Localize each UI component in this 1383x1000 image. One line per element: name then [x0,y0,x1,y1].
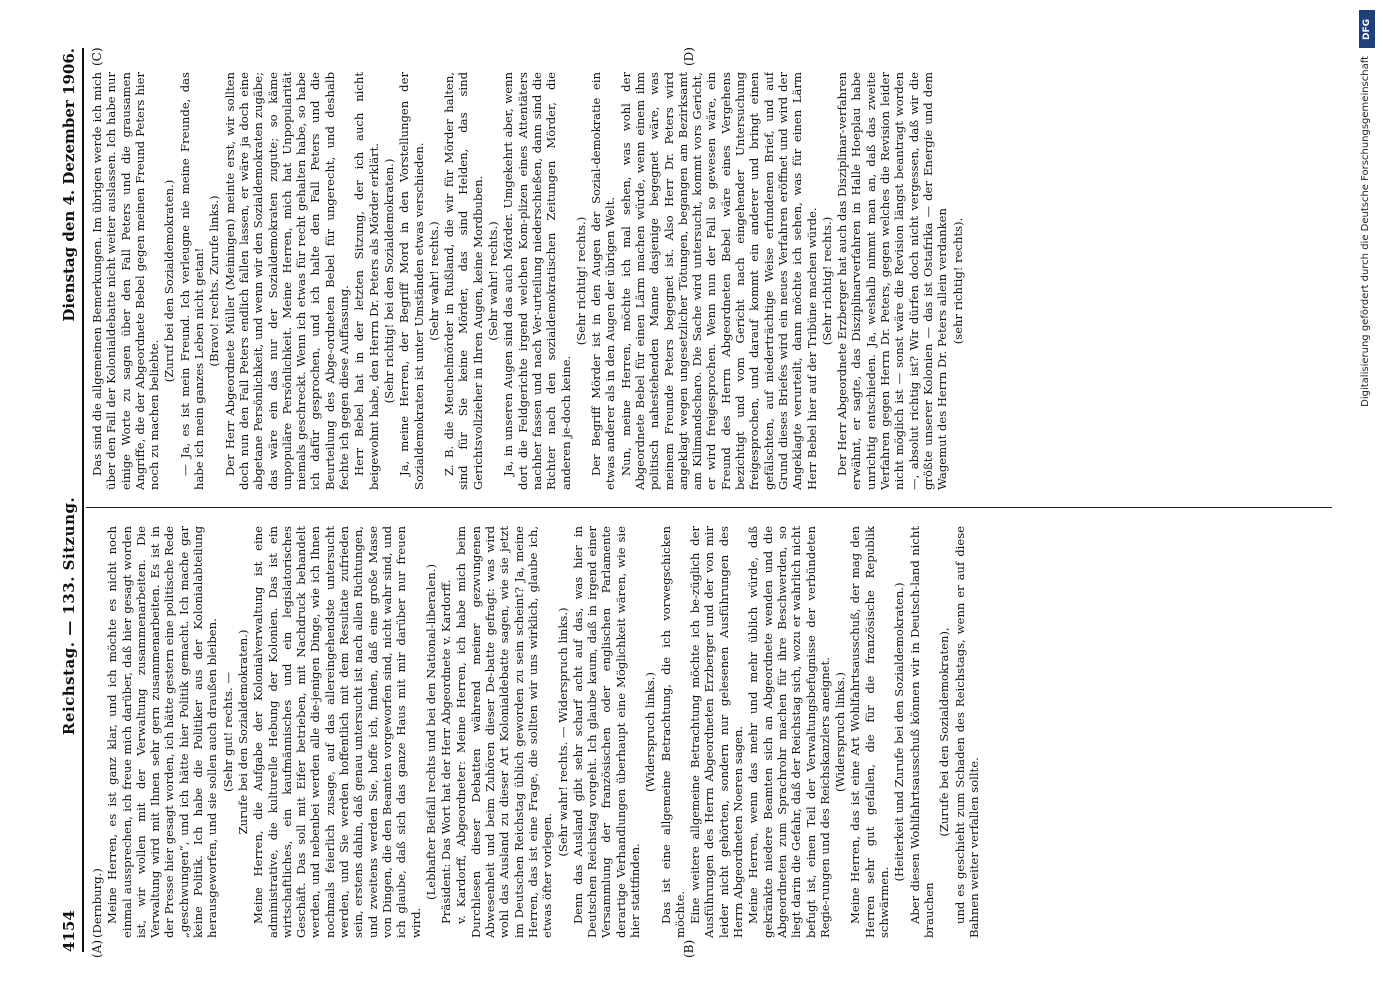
dfg-logo-icon: DFG [1359,10,1375,48]
paragraph: Nun, meine Herren, möchte ich mal sehen, was wohl der Abgeordnete Bebel für einen Lärm machen würde, wenn einem ihm politisch nahestehenden Manne dasjenige begegnet wäre, was meinem Freunde Peters begegnet ist. Also Herr Dr. Peters wird angeklagt wegen ungesetzlicher Tötungen, begangen am Bezirksamt am Kilimandscharo. Die Sache wird untersucht, kommt vors Gericht, er wird freigesprochen. Wenn nun der Fall so gewesen wäre, ein Freund des Herrn Abgeordneten Bebel wäre eines Vergehens bezichtigt und vom Gericht nach eingehender Untersuchung freigesprochen, und darauf kommt ein anderer und bringt einen gefälschten, auf niederträchtige Weise erfundenen Brief, und auf Grund dieses Briefes wird ein neues Verfahren eröffnet und wird der Angeklagte verurteilt, dann möchte ich sehen, was für einen Lärm Herr Bebel hier auf der Tribüne machen würde. [618,72,819,490]
interjection: (Zuruf bei den Sozialdemokraten.) [161,179,176,383]
page-header [50,48,84,952]
newspaper-page [42,40,1342,960]
paragraph: und es geschieht zum Schaden des Reichstags, wenn er auf diese Bahnen weiter verfallen sollte. [952,526,981,938]
paragraph: Denn das Ausland gibt sehr scharf acht auf das, was hier in Deutschen Reichstag vorgeht. Ich glaube kaum, daß in irgend einer Versammlung der französischen oder englischen Parlamente derartige Verhandlungen überhaupt eine Möglichkeit wären, wie sie hier stattfinden. [570,526,642,938]
interjection: (Sehr wahr! rechts.) [426,221,441,341]
funding-note: Digitalisierung gefördert durch die Deutsche Forschungsgemeinschaft [1360,56,1371,407]
interjection: (Widerspruch links.) [832,672,847,792]
column-divider [86,507,1332,508]
interjection: (Widerspruch links.) [642,672,657,792]
interjection: (Sehr gut! rechts. — [220,672,235,792]
session-title: Reichstag. — 133. Sitzung. [59,496,78,736]
paragraph: Meine Herren, wenn das mehr und mehr üblich würde, daß gekränkte niedere Beamten sich an Abgeordnete wenden und die Abgeordneten zum Sprachrohr machen für ihre Beschwerden, so liegt darin die Gefahr, daß der Reichstag sich, wozu er wahrlich nicht befugt ist, einen Teil der Verwaltungsbefugnisse der verbündeten Regie-rungen und des Reichskanzlers aneignet. [745,526,832,938]
left-text-column [90,526,1332,938]
session-date: Dienstag den 4. Dezember 1906. [59,48,78,322]
margin-marker-d: (D) [681,47,696,66]
interjection: (Sehr wahr! rechts. — Widerspruch links.) [555,607,569,857]
paragraph: Das sind die allgemeinen Bemerkungen. Im übrigen werde ich mich über den Fall der Kolonialdebatte nicht weiter auslassen. Ich habe nur einige Worte zu sagen über den Fall Peters und die grausamen Angriffe, die der Abgeordnete Bebel gegen meinen Freund Peters hier noch zu machen beliebte. [89,72,161,490]
interjection: Zurufe bei den Sozialdemokraten.) [235,629,250,835]
interjection: (Sehr richtig! rechts.) [819,216,834,346]
margin-marker-b: (B) [681,939,696,958]
margin-marker-c: (C) [89,47,104,66]
interjection: (sehr richtig! rechts). [950,217,965,345]
interjection: (Sehr wahr! rechts.) [485,221,500,341]
interjection: (Bravo! rechts. Zurufe links.) [206,195,221,367]
paragraph: Der Begriff Mörder ist in den Augen der Sozial-demokratie ein etwas anderer als in den Augen der übrigen Welt. [588,72,617,490]
interjection: (Lebhafter Beifall rechts und bei den National-liberalen.) [423,564,438,900]
paragraph: Herr Bebel hat in der letzten Sitzung, der ich auch nicht beigewohnt habe, den Herrn Dr. Peters als Mörder erklärt. [351,72,381,490]
paragraph: Meine Herren, die Aufgabe der Kolonialverwaltung ist eine administrative, die kulturelle Hebung der Kolonien. Das ist ein wirtschaftliches, ein kaufmännisches und ein legislatorisches Geschäft. Das soll mit Eifer betrieben, mit Nachdruck behandelt werden, und nebenbei werden alle die-jenigen Dinge, wie ich Ihnen nochmals feierlich zusage, auf das allereingehendste untersucht werden, und Sie werden hoffentlich mit dem Resultate zufrieden sein, erstens dahin, daß genau untersucht ist nach allen Richtungen, und zweitens werden Sie, hoffe ich, finden, daß eine große Masse von Dingen, die den Beamten vorgeworfen sind, nicht wahr sind, und ich glaube, daß sich das ganze Haus mit mir darüber nur freuen wird. [250,526,423,938]
paragraph: Aber diesen Wohlfahrtsausschuß können wir in Deutsch-land nicht brauchen [907,526,936,938]
speaker-paragraph: v. Kardorff, Abgeordneter: Meine Herren, ich habe mich beim Durchlesen dieser Debatten während meiner gezwungenen Abwesenheit und beim Zuhören dieser De-batte gefragt: was wird wohl das Ausland zu dieser Art Kolonialdebatte sagen, wie sie jetzt im Deutschen Reichstag üblich geworden zu sein scheint? Ja, meine Herren, das ist eine Frage, die sollten wir uns wirklich, glaube ich, etwas öfter vorlegen. [453,526,554,938]
margin-marker-a: (A) [89,939,104,958]
paragraph: Meine Herren, das ist eine Art Wohlfahrtsausschuß, der mag den Herren sehr gut gefallen, die für die französische Republik schwärmen. [847,526,891,938]
interjection: (Heiterkeit und Zurufe bei den Sozialdemokraten.) [891,582,906,882]
paragraph: Z. B. die Meuchelmörder in Rußland, die wir für Mörder halten, sind für Sie keine Mörder, das sind Helden, das sind Gerichtsvollzieher in Ihren Augen, keine Mordbuben. [441,72,485,490]
paragraph: Der Herr Abgeordnete Müller (Meiningen) meinte erst, wir sollten doch nun den Fall Peters endlich fallen lassen, er wäre ja doch eine abgetane Persönlichkeit, und wenn wir den Sozialdemokraten zugäbe; das wäre ein das nur der Sozialdemokraten zugute; so käme unpopuläre Persönlichkeit. Meine Herren, mich hat Unpopularität niemals geschreckt. Wenn ich etwas für recht gehalten habe, so habe ich dafür gesprochen, und ich halte den Fall Peters und die Beurteilung des Abge-ordneten Bebel für ungerecht, und deshalb fechte ich gegen diese Auffassung. [222,72,351,490]
paragraph: Der Herr Abgeordnete Erzberger hat auch das Disziplinar-verfahren erwähnt, er sagte, das Disziplinarverfahren in Halle Hoeplau habe unrichtig entschieden. Ja, weshalb nimmt man an, daß das zweite Verfahren gegen Herrn Dr. Peters, gegen welches die Revision leider nicht möglich ist — sonst wäre die Revision längst beantragt worden —, absolut richtig ist? Wir dürfen doch nicht vergessen, daß wir die größte unserer Kolonien — das ist Ostafrika — der Energie und dem Wagemut des Herrn Dr. Peters allein verdanken [834,72,949,490]
right-text-column [90,72,1332,490]
paragraph: Eine weitere allgemeine Betrachtung möchte ich be-züglich der Ausführungen des Herrn Abgeordneten Erzberger und der von mir leider nicht gehörten, sondern nur gelesenen Ausführungen des Herrn Abgeordneten Noeren sagen. [687,526,745,938]
interjection: (Sehr richtig! rechts.) [573,216,588,346]
funding-stamp [1357,4,1379,996]
paragraph: Meine Herren, es ist ganz klar, und ich möchte es nicht noch einmal aussprechen, ich freue mich darüber, daß hier gesagt worden ist, wir wollen mit der Verwaltung zusammenarbeiten. Die Verwaltung wird mit Ihnen sehr gern zusammenarbeiten. Es ist in der Presse hier gesagt worden, ich hätte gestern eine politische Rede „geschwungen“, und ich hätte hier Politik gemacht. Ich mache gar keine Politik. Ich habe die Politiker aus der Kolonialabteilung herausgeworfen, und sie sollen auch draußen bleiben. [104,526,219,938]
speaker-paragraph: Präsident: Das Wort hat der Herr Abgeordnete v. Kardorff. [438,579,453,924]
page-number: 4154 [59,910,78,952]
paragraph: Ja, in unseren Augen sind das auch Mörder. Umgekehrt aber, wenn dort die Feldgerichte irgend welchen Kom-plizen eines Attentäters nachher fassen und nach Ver-urteilung niederschießen, dann sind die Richter nach den sozialdemokratischen Zeitungen Mörder, die anderen je-doch keine. [500,72,572,490]
paragraph: Das ist eine allgemeine Betrachtung, die ich vorwegschicken möchte. [658,526,687,938]
interjection: (Zurufe bei den Sozialdemokraten), [936,627,951,837]
paragraph: Ja, meine Herren, der Begriff Mord in den Vorstellungen der Sozialdemokraten ist unter Umständen etwas verschieden. [396,72,426,490]
paragraph: (Dernburg.) [89,868,104,938]
paragraph: — Ja, es ist mein Freund. Ich verleugne nie meine Freunde, das habe ich mein ganzes Leben nicht getan! [177,72,206,490]
interjection: (Sehr richtig! bei den Sozialdemokraten.) [381,158,396,404]
